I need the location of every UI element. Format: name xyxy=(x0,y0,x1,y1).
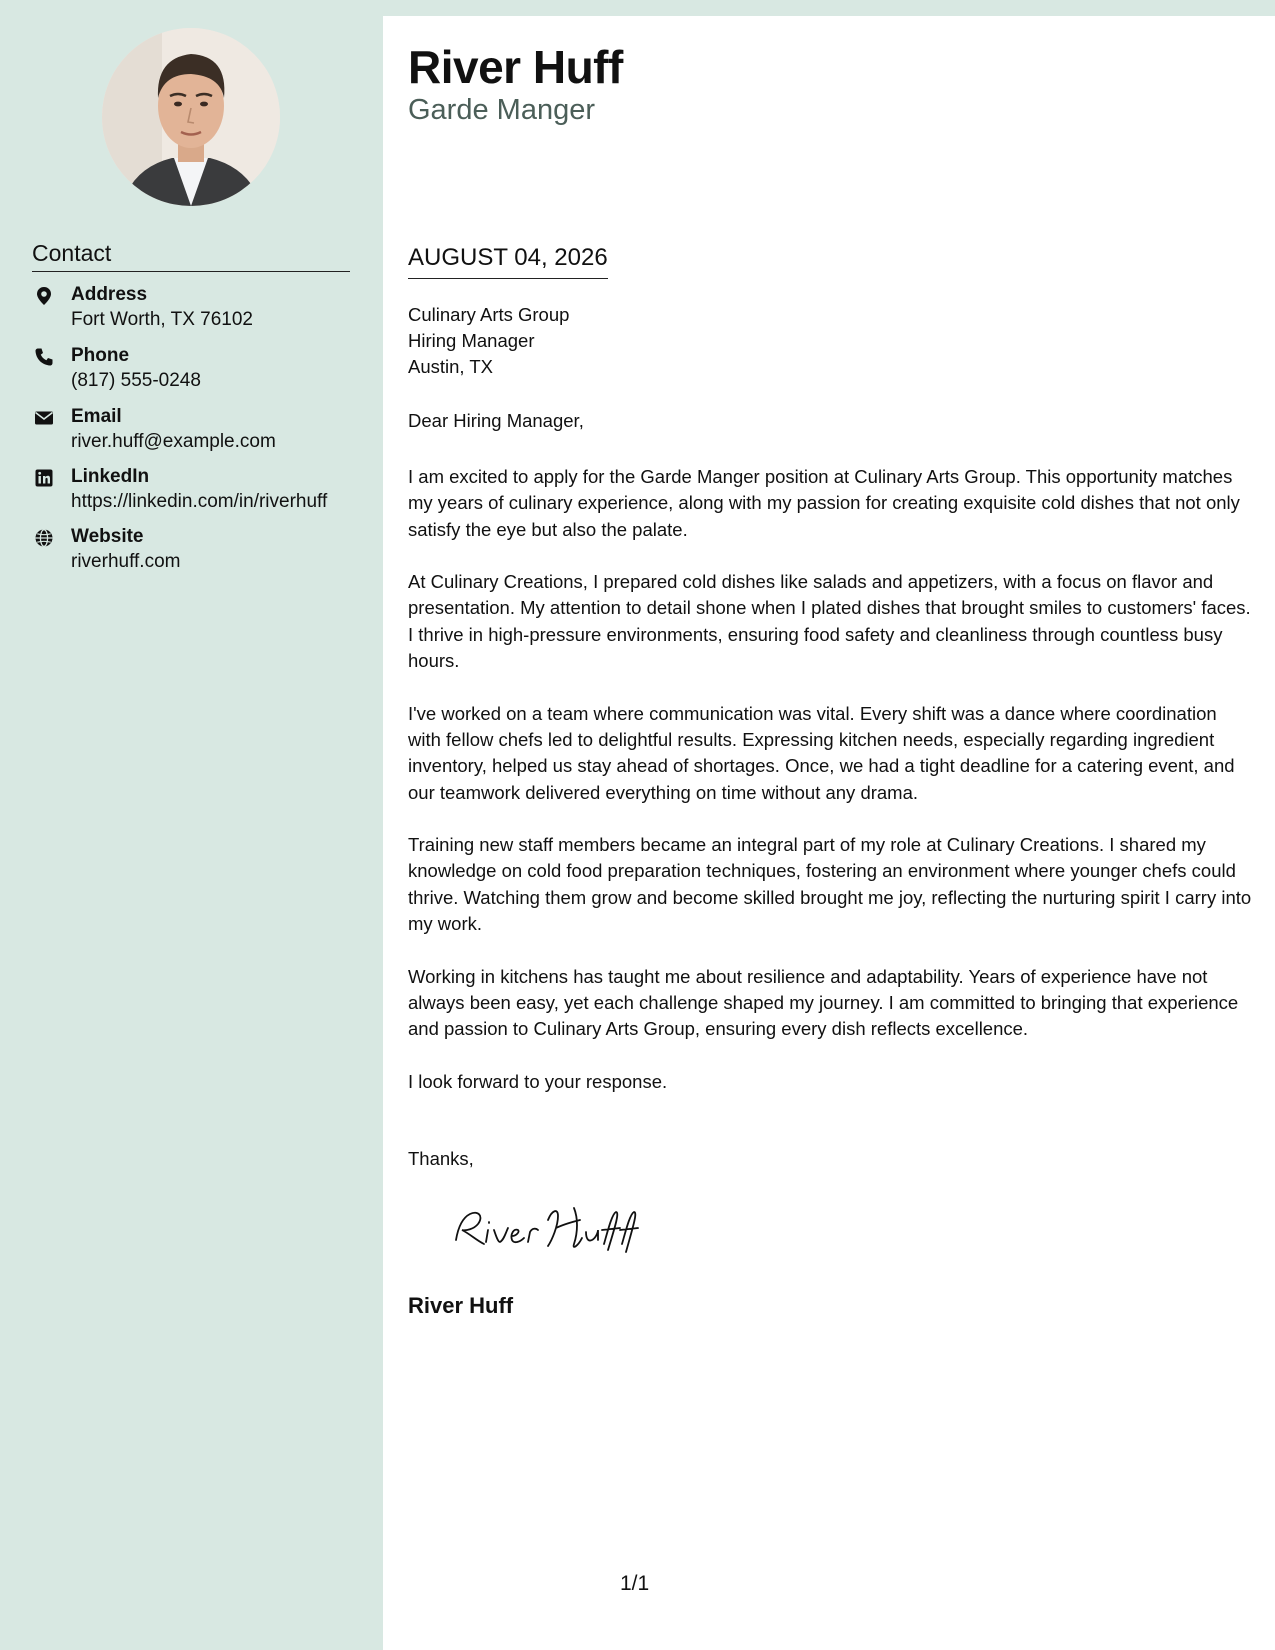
body-paragraph: At Culinary Creations, I prepared cold dishes like salads and appetizers, with a focus on flavor and presentation. My attention to detail shone when I plated dishes that brought smiles to customers' faces. I thrive in high-pressure environments, ensuring food safety and cleanliness through countless busy hours. xyxy=(408,571,1251,672)
contact-phone xyxy=(32,343,362,395)
contact-heading: Contact xyxy=(32,240,350,272)
contact-website xyxy=(32,524,362,576)
phone-icon xyxy=(34,347,54,367)
map-pin-icon xyxy=(34,286,54,306)
applicant-name: River Huff xyxy=(408,41,623,93)
page-number: 1/1 xyxy=(620,1572,650,1595)
website-label: Website xyxy=(71,526,144,547)
recipient-company: Culinary Arts Group xyxy=(408,304,570,325)
body-paragraph: I've worked on a team where communication was vital. Every shift was a dance where coordination with fellow chefs led to delightful results. Expressing kitchen needs, especially regarding ingredient inventory, helped us stay ahead of shortages. Once, we had a tight deadline for a catering event, and our teamwork delivered everything on time without any drama. xyxy=(408,702,1235,803)
body-paragraph: I look forward to your response. xyxy=(408,1070,668,1092)
applicant-role: Garde Manger xyxy=(408,94,595,126)
email-label: Email xyxy=(71,406,122,427)
recipient-block xyxy=(408,302,569,380)
envelope-icon xyxy=(34,408,54,428)
body-paragraph: I am excited to apply for the Garde Manger position at Culinary Arts Group. This opportunity matches my years of culinary experience, along with my passion for creating exquisite cold dishes that not only satisfy the eye but also the palate. xyxy=(408,466,1240,540)
contact-linkedin xyxy=(32,464,362,516)
address-label: Address xyxy=(71,284,148,305)
phone-value: (817) 555-0248 xyxy=(71,370,201,391)
contact-address xyxy=(32,282,362,334)
website-value[interactable]: riverhuff.com xyxy=(71,551,181,572)
linkedin-value[interactable]: https://linkedin.com/in/riverhuff xyxy=(71,491,328,512)
signer-name: River Huff xyxy=(408,1293,514,1318)
address-value: Fort Worth, TX 76102 xyxy=(71,309,253,330)
letter-date: AUGUST 04, 2026 xyxy=(408,244,608,279)
salutation: Dear Hiring Manager, xyxy=(408,410,584,431)
profile-photo xyxy=(102,28,280,206)
contact-email xyxy=(32,404,362,456)
linkedin-label: LinkedIn xyxy=(71,466,150,487)
email-value[interactable]: river.huff@example.com xyxy=(71,431,276,452)
body-paragraph: Training new staff members became an integral part of my role at Culinary Creations. I shared my knowledge on cold food preparation techniques, fostering an environment where younger chefs could thrive. Watching them grow and become skilled brought me joy, reflecting the nurturing spirit I carry into my work. xyxy=(408,834,1252,935)
handwritten-signature xyxy=(448,1200,648,1260)
phone-label: Phone xyxy=(71,345,130,366)
closing: Thanks, xyxy=(408,1148,474,1169)
globe-icon xyxy=(34,528,54,548)
recipient-title: Hiring Manager xyxy=(408,330,535,351)
linkedin-icon xyxy=(34,468,54,488)
sidebar xyxy=(0,0,383,1650)
body-paragraph: Working in kitchens has taught me about resilience and adaptability. Years of experience have not always been easy, yet each challenge shaped my journey. I am committed to bringing that experience and passion to Culinary Arts Group, ensuring every dish reflects excellence. xyxy=(408,965,1239,1040)
recipient-location: Austin, TX xyxy=(408,356,494,377)
letter-body xyxy=(408,464,1253,1121)
